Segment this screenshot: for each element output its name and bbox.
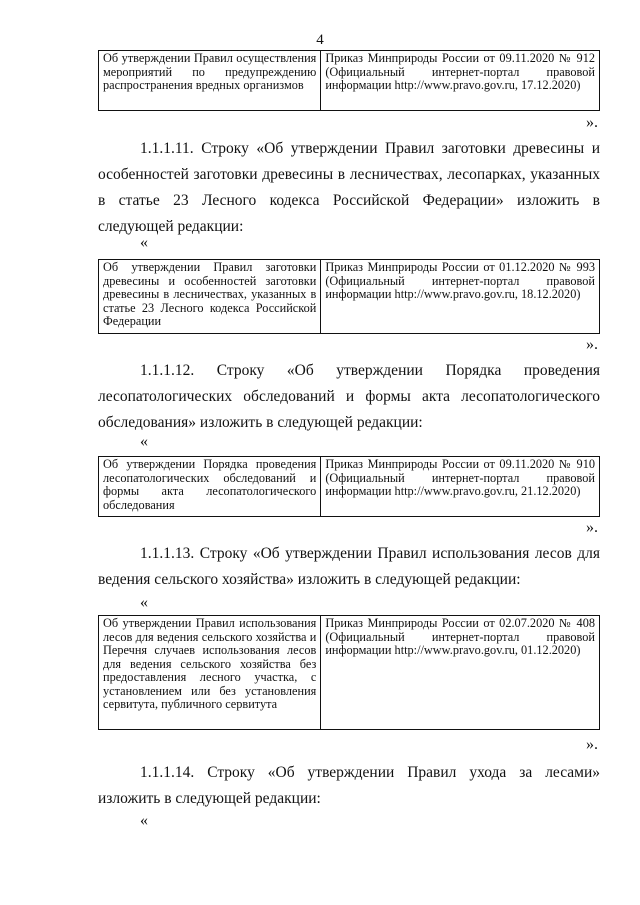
amendment-table-2 [98, 259, 600, 334]
order-reference-cell: Приказ Минприроды России от 02.07.2020 № 408 (Официальный интернет-портал правовой информации http://www.pravo.gov.ru, 01.12.2020) [321, 616, 600, 730]
opening-quote: « [140, 594, 148, 611]
page-number: 4 [316, 32, 324, 48]
paragraph-1-1-1-12 [98, 358, 600, 436]
table-row [99, 260, 600, 334]
order-reference-cell: Приказ Минприроды России от 09.11.2020 № 910 (Официальный интернет-портал правовой информации http://www.pravo.gov.ru, 21.12.2020) [321, 457, 600, 517]
paragraph-text: 1.1.1.14. Строку «Об утверждении Правил ухода за лесами» изложить в следующей редакции: [98, 764, 600, 807]
table-row [99, 457, 600, 517]
table-row [99, 616, 600, 730]
regulation-name-cell: Об утверждении Правил заготовки древесины и особенностей заготовки древесины в лесничествах, указанных в статье 23 Лесного кодекса Российской Федерации [99, 260, 321, 334]
opening-quote: « [140, 433, 148, 450]
regulation-name-cell: Об утверждении Правил осуществления мероприятий по предупреждению распространения вредных организмов [99, 51, 321, 111]
amendment-table-1 [98, 50, 600, 111]
paragraph-text: 1.1.1.13. Строку «Об утверждении Правил использования лесов для ведения сельского хозяйства» изложить в следующей редакции: [98, 545, 600, 588]
order-reference-cell: Приказ Минприроды России от 09.11.2020 № 912 (Официальный интернет-портал правовой информации http://www.pravo.gov.ru, 17.12.2020) [321, 51, 600, 111]
amendment-table-4 [98, 615, 600, 730]
closing-quote: ». [586, 336, 598, 353]
closing-quote: ». [586, 519, 598, 536]
regulation-name-cell: Об утверждении Порядка проведения лесопатологических обследований и формы акта лесопатологического обследования [99, 457, 321, 517]
paragraph-text: 1.1.1.12. Строку «Об утверждении Порядка проведения лесопатологических обследований и формы акта лесопатологического обследования» изложить в следующей редакции: [98, 362, 600, 431]
amendment-table-3 [98, 456, 600, 517]
paragraph-1-1-1-14 [98, 760, 600, 812]
closing-quote: ». [586, 736, 598, 753]
paragraph-text: 1.1.1.11. Строку «Об утверждении Правил заготовки древесины и особенностей заготовки древесины в лесничествах, лесопарках, указанных в статье 23 Лесного кодекса Российской Федерации» изложить в следующей редакции: [98, 140, 600, 235]
paragraph-1-1-1-11 [98, 136, 600, 240]
paragraph-1-1-1-13 [98, 541, 600, 593]
opening-quote: « [140, 812, 148, 829]
regulation-name-cell: Об утверждении Правил использования лесов для ведения сельского хозяйства и Перечня случаев использования лесов для ведения сельского хозяйства без предоставления лесного участка, с установлением или без установления сервитута, публичного сервитута [99, 616, 321, 730]
order-reference-cell: Приказ Минприроды России от 01.12.2020 № 993 (Официальный интернет-портал правовой информации http://www.pravo.gov.ru, 18.12.2020) [321, 260, 600, 334]
closing-quote: ». [586, 114, 598, 131]
opening-quote: « [140, 234, 148, 251]
table-row [99, 51, 600, 111]
